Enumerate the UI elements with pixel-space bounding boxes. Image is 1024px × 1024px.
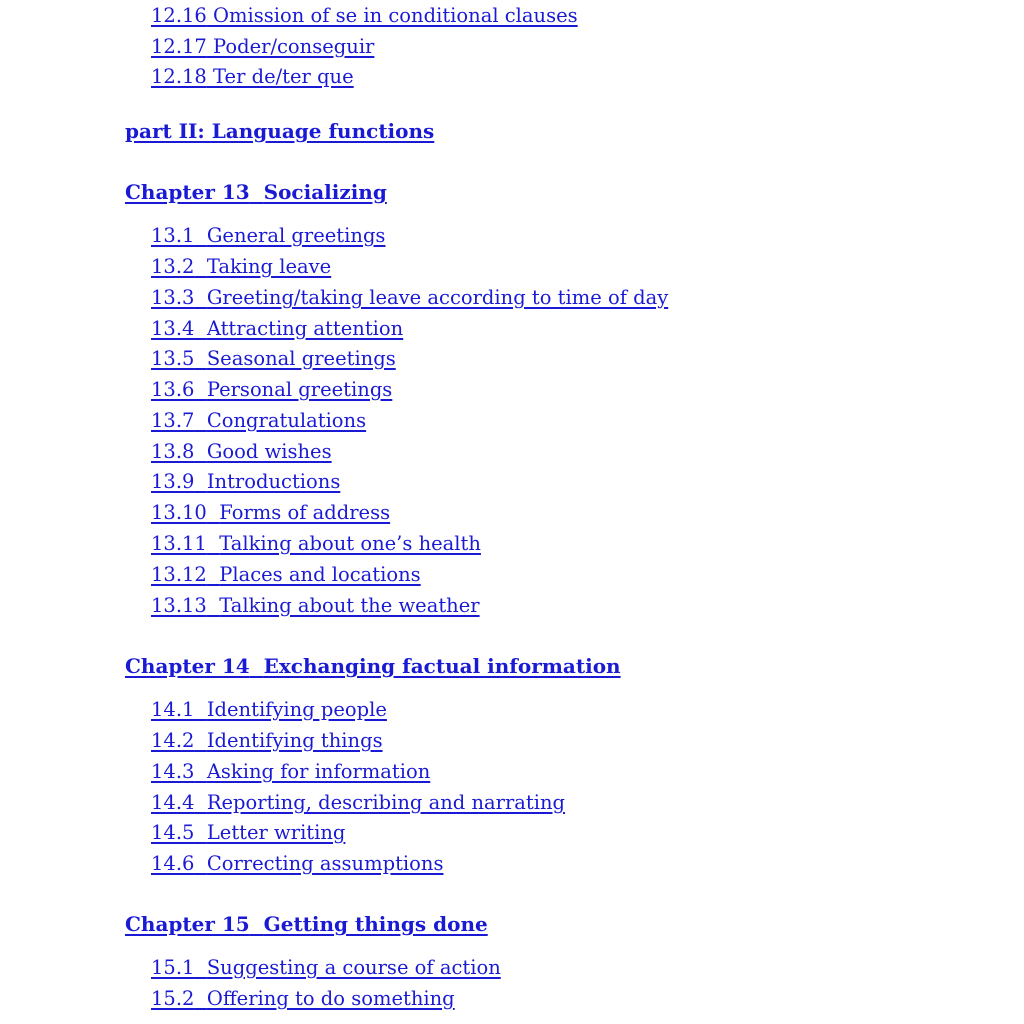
toc-item-title: Greeting/taking leave according to time of day: [206, 286, 669, 309]
toc-link-14-2[interactable]: [151, 729, 383, 753]
toc-chapter-14[interactable]: [125, 653, 621, 679]
toc-link-15-2[interactable]: [151, 987, 455, 1011]
toc-item-number: 12.18: [151, 65, 207, 88]
toc-link-13-2[interactable]: [151, 255, 331, 279]
toc-item-number: 13.13: [151, 594, 207, 617]
toc-item-number: 14.6: [151, 852, 195, 875]
toc-link-13-6[interactable]: [151, 378, 392, 402]
toc-link-13-7[interactable]: [151, 409, 366, 433]
toc-item-title: Good wishes: [206, 440, 332, 463]
toc-item-title: Attracting attention: [206, 317, 404, 340]
toc-link-14-6[interactable]: [151, 852, 443, 876]
toc-item-title: Letter writing: [206, 821, 346, 844]
chapter-title: Getting things done: [263, 912, 488, 936]
toc-item-title: Suggesting a course of action: [206, 956, 501, 979]
toc-item-title: Congratulations: [206, 409, 367, 432]
toc-item-number: 13.5: [151, 347, 195, 370]
toc-item-number: 15.1: [151, 956, 195, 979]
toc-link-12-18[interactable]: [151, 65, 354, 89]
toc-item-title: Correcting assumptions: [206, 852, 444, 875]
toc-item-title: Reporting, describing and narrating: [206, 791, 566, 814]
toc-item-number: 13.12: [151, 563, 207, 586]
toc-link-13-3[interactable]: [151, 286, 668, 310]
toc-item-number: 13.3: [151, 286, 195, 309]
toc-item-number: 13.9: [151, 470, 195, 493]
toc-link-14-1[interactable]: [151, 698, 387, 722]
toc-item-number: 13.10: [151, 501, 207, 524]
toc-link-12-17[interactable]: [151, 35, 374, 59]
toc-item-number: 14.1: [151, 698, 195, 721]
toc-item-title: Identifying things: [206, 729, 383, 752]
toc-item-number: 13.8: [151, 440, 195, 463]
toc-item-title: Seasonal greetings: [206, 347, 396, 370]
toc-item-title: Offering to do something: [206, 987, 455, 1010]
toc-item-number: 14.5: [151, 821, 195, 844]
toc-item-number: 14.4: [151, 791, 195, 814]
chapter-label: Chapter 13: [125, 180, 250, 204]
chapter-title: Exchanging factual information: [263, 654, 621, 678]
toc-item-title: Forms of address: [219, 501, 391, 524]
toc-item-number: 13.6: [151, 378, 195, 401]
toc-part-heading[interactable]: part II: Language functions: [125, 119, 435, 143]
toc-link-14-4[interactable]: [151, 791, 565, 815]
toc-link-13-13[interactable]: [151, 594, 480, 618]
toc-item-number: 14.3: [151, 760, 195, 783]
toc-item-title: Taking leave: [206, 255, 332, 278]
toc-link-13-11[interactable]: [151, 532, 481, 556]
toc-item-title: Talking about the weather: [219, 594, 480, 617]
toc-item-number: 13.11: [151, 532, 207, 555]
toc-link-14-3[interactable]: [151, 760, 430, 784]
toc-link-15-1[interactable]: [151, 956, 501, 980]
toc-link-13-8[interactable]: [151, 440, 332, 464]
toc-item-title: Identifying people: [206, 698, 387, 721]
toc-chapter-13[interactable]: [125, 179, 387, 205]
toc-item-title: Talking about one’s health: [219, 532, 481, 555]
toc-link-13-10[interactable]: [151, 501, 390, 525]
toc-item-number: 12.17: [151, 35, 207, 58]
toc-item-title: Introductions: [206, 470, 341, 493]
toc-item-number: 13.7: [151, 409, 195, 432]
chapter-label: Chapter 14: [125, 654, 250, 678]
toc-chapter-15[interactable]: [125, 911, 488, 937]
toc-item-title: General greetings: [206, 224, 386, 247]
toc-item-title: Asking for information: [206, 760, 431, 783]
toc-link-14-5[interactable]: [151, 821, 345, 845]
toc-item-number: 13.1: [151, 224, 195, 247]
toc-link-13-9[interactable]: [151, 470, 340, 494]
chapter-title: Socializing: [263, 180, 387, 204]
chapter-label: Chapter 15: [125, 912, 250, 936]
toc-item-title: Places and locations: [219, 563, 421, 586]
toc-item-title: Poder/conseguir: [213, 35, 375, 58]
toc-item-number: 13.4: [151, 317, 195, 340]
toc-link-12-16[interactable]: [151, 4, 578, 28]
toc-item-number: 15.2: [151, 987, 195, 1010]
toc-link-13-4[interactable]: [151, 317, 403, 341]
toc-item-number: 12.16: [151, 4, 207, 27]
toc-item-title: Omission of se in conditional clauses: [213, 4, 578, 27]
toc-link-13-5[interactable]: [151, 347, 396, 371]
toc-item-number: 13.2: [151, 255, 195, 278]
toc-item-title: Ter de/ter que: [213, 65, 354, 88]
toc-link-13-12[interactable]: [151, 563, 421, 587]
toc-item-number: 14.2: [151, 729, 195, 752]
toc-item-title: Personal greetings: [206, 378, 393, 401]
toc-link-13-1[interactable]: [151, 224, 385, 248]
